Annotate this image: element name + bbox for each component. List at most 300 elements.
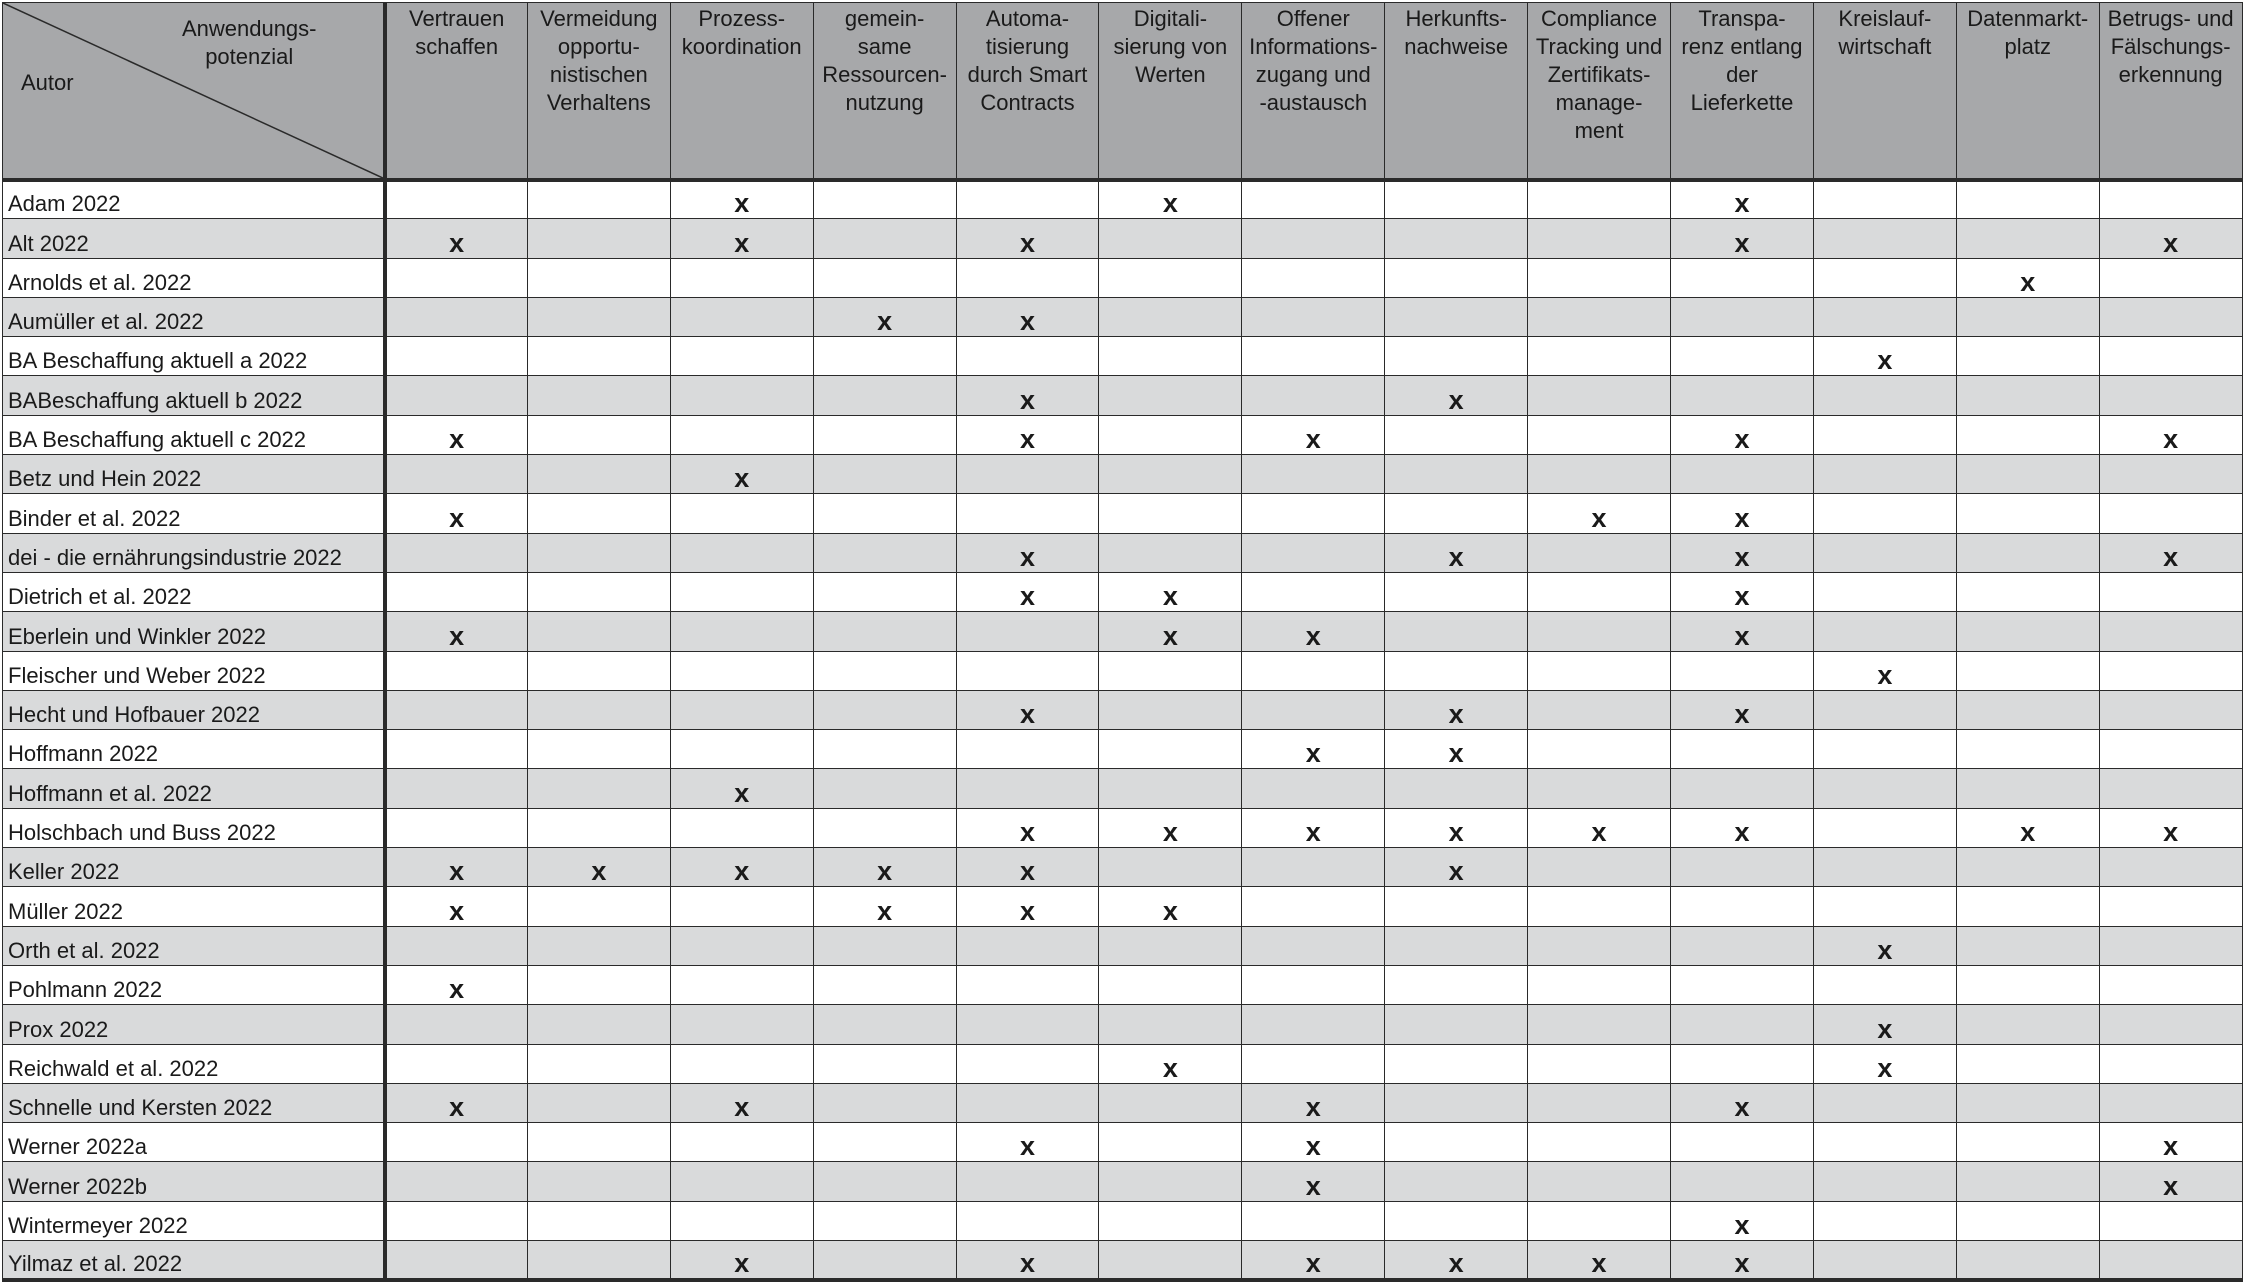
empty-cell bbox=[813, 1123, 956, 1162]
empty-cell bbox=[1671, 926, 1814, 965]
author-cell: Eberlein und Winkler 2022 bbox=[3, 612, 385, 651]
empty-cell bbox=[1528, 730, 1671, 769]
empty-cell bbox=[1956, 297, 2099, 336]
empty-cell bbox=[1242, 455, 1385, 494]
empty-cell bbox=[527, 769, 670, 808]
empty-cell bbox=[670, 1044, 813, 1083]
empty-cell bbox=[1099, 926, 1242, 965]
check-mark-cell: x bbox=[1242, 1162, 1385, 1201]
column-header: Digitali- sierung von Werten bbox=[1099, 3, 1242, 180]
check-mark-cell: x bbox=[385, 887, 528, 926]
check-mark-cell: x bbox=[1671, 690, 1814, 729]
empty-cell bbox=[1099, 455, 1242, 494]
empty-cell bbox=[385, 1044, 528, 1083]
empty-cell bbox=[2099, 572, 2242, 611]
empty-cell bbox=[1242, 651, 1385, 690]
empty-cell bbox=[2099, 1201, 2242, 1240]
check-mark-cell: x bbox=[956, 533, 1099, 572]
table-row bbox=[3, 1044, 2243, 1083]
column-header: Betrugs- und Fälschungs- erkennung bbox=[2099, 3, 2242, 180]
table-row bbox=[3, 848, 2243, 887]
check-mark-cell: x bbox=[1671, 533, 1814, 572]
author-cell: Alt 2022 bbox=[3, 219, 385, 258]
empty-cell bbox=[527, 887, 670, 926]
empty-cell bbox=[385, 808, 528, 847]
author-cell: Hoffmann et al. 2022 bbox=[3, 769, 385, 808]
empty-cell bbox=[1813, 572, 1956, 611]
empty-cell bbox=[670, 1201, 813, 1240]
check-mark-cell: x bbox=[1813, 651, 1956, 690]
check-mark-cell: x bbox=[385, 848, 528, 887]
author-cell: Hoffmann 2022 bbox=[3, 730, 385, 769]
empty-cell bbox=[670, 808, 813, 847]
empty-cell bbox=[385, 337, 528, 376]
empty-cell bbox=[2099, 337, 2242, 376]
empty-cell bbox=[1242, 219, 1385, 258]
empty-cell bbox=[670, 1123, 813, 1162]
empty-cell bbox=[1528, 219, 1671, 258]
check-mark-cell: x bbox=[385, 965, 528, 1004]
corner-row-axis-label: Autor bbox=[21, 70, 74, 95]
check-mark-cell: x bbox=[1671, 415, 1814, 454]
empty-cell bbox=[1813, 219, 1956, 258]
author-application-matrix bbox=[2, 2, 2243, 1282]
empty-cell bbox=[1528, 965, 1671, 1004]
corner-column-axis-label: Anwendungs- potenzial bbox=[181, 16, 317, 69]
empty-cell bbox=[1385, 965, 1528, 1004]
empty-cell bbox=[1528, 690, 1671, 729]
empty-cell bbox=[527, 376, 670, 415]
empty-cell bbox=[1813, 258, 1956, 297]
empty-cell bbox=[1385, 180, 1528, 219]
check-mark-cell: x bbox=[956, 690, 1099, 729]
empty-cell bbox=[1528, 533, 1671, 572]
empty-cell bbox=[1385, 337, 1528, 376]
empty-cell bbox=[385, 926, 528, 965]
empty-cell bbox=[1671, 1005, 1814, 1044]
author-cell: Schnelle und Kersten 2022 bbox=[3, 1083, 385, 1122]
empty-cell bbox=[2099, 1083, 2242, 1122]
empty-cell bbox=[1671, 258, 1814, 297]
empty-cell bbox=[1671, 730, 1814, 769]
empty-cell bbox=[670, 494, 813, 533]
empty-cell bbox=[527, 1044, 670, 1083]
check-mark-cell: x bbox=[385, 415, 528, 454]
author-cell: Werner 2022b bbox=[3, 1162, 385, 1201]
author-cell: Keller 2022 bbox=[3, 848, 385, 887]
check-mark-cell: x bbox=[1385, 808, 1528, 847]
empty-cell bbox=[385, 258, 528, 297]
empty-cell bbox=[2099, 690, 2242, 729]
check-mark-cell: x bbox=[670, 180, 813, 219]
check-mark-cell: x bbox=[1099, 180, 1242, 219]
check-mark-cell: x bbox=[956, 887, 1099, 926]
check-mark-cell: x bbox=[1528, 1241, 1671, 1280]
column-header: Vertrauen schaffen bbox=[385, 3, 528, 180]
empty-cell bbox=[527, 1005, 670, 1044]
empty-cell bbox=[1242, 1044, 1385, 1083]
check-mark-cell: x bbox=[2099, 415, 2242, 454]
check-mark-cell: x bbox=[1671, 572, 1814, 611]
check-mark-cell: x bbox=[1385, 690, 1528, 729]
empty-cell bbox=[813, 1241, 956, 1280]
empty-cell bbox=[670, 415, 813, 454]
empty-cell bbox=[2099, 455, 2242, 494]
empty-cell bbox=[527, 533, 670, 572]
empty-cell bbox=[385, 1005, 528, 1044]
empty-cell bbox=[1956, 376, 2099, 415]
empty-cell bbox=[670, 337, 813, 376]
author-cell: BA Beschaffung aktuell a 2022 bbox=[3, 337, 385, 376]
check-mark-cell: x bbox=[1385, 730, 1528, 769]
empty-cell bbox=[670, 690, 813, 729]
author-cell: Orth et al. 2022 bbox=[3, 926, 385, 965]
table-row bbox=[3, 494, 2243, 533]
empty-cell bbox=[385, 180, 528, 219]
empty-cell bbox=[385, 297, 528, 336]
empty-cell bbox=[1956, 494, 2099, 533]
empty-cell bbox=[1242, 258, 1385, 297]
empty-cell bbox=[813, 337, 956, 376]
check-mark-cell: x bbox=[813, 848, 956, 887]
empty-cell bbox=[1813, 297, 1956, 336]
check-mark-cell: x bbox=[670, 219, 813, 258]
check-mark-cell: x bbox=[1671, 612, 1814, 651]
empty-cell bbox=[1813, 808, 1956, 847]
empty-cell bbox=[385, 651, 528, 690]
table-row bbox=[3, 965, 2243, 1004]
empty-cell bbox=[1385, 887, 1528, 926]
empty-cell bbox=[1813, 1083, 1956, 1122]
empty-cell bbox=[385, 690, 528, 729]
empty-cell bbox=[1242, 180, 1385, 219]
empty-cell bbox=[527, 730, 670, 769]
empty-cell bbox=[813, 180, 956, 219]
author-cell: BABeschaffung aktuell b 2022 bbox=[3, 376, 385, 415]
check-mark-cell: x bbox=[1385, 1241, 1528, 1280]
empty-cell bbox=[527, 965, 670, 1004]
check-mark-cell: x bbox=[956, 808, 1099, 847]
empty-cell bbox=[1528, 1044, 1671, 1083]
empty-cell bbox=[2099, 965, 2242, 1004]
empty-cell bbox=[1813, 494, 1956, 533]
empty-cell bbox=[1528, 848, 1671, 887]
empty-cell bbox=[1528, 258, 1671, 297]
check-mark-cell: x bbox=[1242, 808, 1385, 847]
empty-cell bbox=[2099, 848, 2242, 887]
author-cell: Prox 2022 bbox=[3, 1005, 385, 1044]
empty-cell bbox=[2099, 769, 2242, 808]
check-mark-cell: x bbox=[813, 887, 956, 926]
empty-cell bbox=[527, 1162, 670, 1201]
empty-cell bbox=[1242, 1005, 1385, 1044]
check-mark-cell: x bbox=[1242, 612, 1385, 651]
check-mark-cell: x bbox=[1813, 1005, 1956, 1044]
table-row bbox=[3, 769, 2243, 808]
empty-cell bbox=[813, 219, 956, 258]
empty-cell bbox=[2099, 612, 2242, 651]
matrix-body bbox=[3, 180, 2243, 1280]
check-mark-cell: x bbox=[670, 1241, 813, 1280]
empty-cell bbox=[1813, 730, 1956, 769]
author-cell: Arnolds et al. 2022 bbox=[3, 258, 385, 297]
column-header: Compliance Tracking und Zertifikats- manage- ment bbox=[1528, 3, 1671, 180]
check-mark-cell: x bbox=[1385, 533, 1528, 572]
check-mark-cell: x bbox=[2099, 1123, 2242, 1162]
empty-cell bbox=[813, 769, 956, 808]
empty-cell bbox=[1956, 612, 2099, 651]
empty-cell bbox=[956, 965, 1099, 1004]
empty-cell bbox=[956, 926, 1099, 965]
empty-cell bbox=[1099, 1083, 1242, 1122]
empty-cell bbox=[1671, 965, 1814, 1004]
table-row bbox=[3, 337, 2243, 376]
check-mark-cell: x bbox=[1099, 612, 1242, 651]
empty-cell bbox=[1242, 337, 1385, 376]
empty-cell bbox=[813, 730, 956, 769]
check-mark-cell: x bbox=[1956, 258, 2099, 297]
table-row bbox=[3, 1162, 2243, 1201]
empty-cell bbox=[670, 730, 813, 769]
empty-cell bbox=[1385, 297, 1528, 336]
check-mark-cell: x bbox=[1813, 1044, 1956, 1083]
empty-cell bbox=[1956, 1083, 2099, 1122]
empty-cell bbox=[1956, 415, 2099, 454]
table-row bbox=[3, 1201, 2243, 1240]
empty-cell bbox=[385, 455, 528, 494]
table-row bbox=[3, 1123, 2243, 1162]
empty-cell bbox=[956, 494, 1099, 533]
empty-cell bbox=[1385, 1123, 1528, 1162]
empty-cell bbox=[1528, 612, 1671, 651]
empty-cell bbox=[1813, 1201, 1956, 1240]
empty-cell bbox=[670, 1005, 813, 1044]
empty-cell bbox=[527, 337, 670, 376]
empty-cell bbox=[1099, 1241, 1242, 1280]
empty-cell bbox=[1385, 1162, 1528, 1201]
empty-cell bbox=[670, 572, 813, 611]
empty-cell bbox=[1813, 376, 1956, 415]
empty-cell bbox=[1242, 965, 1385, 1004]
empty-cell bbox=[1099, 533, 1242, 572]
empty-cell bbox=[1385, 415, 1528, 454]
empty-cell bbox=[1242, 848, 1385, 887]
empty-cell bbox=[1813, 415, 1956, 454]
author-cell: Müller 2022 bbox=[3, 887, 385, 926]
empty-cell bbox=[813, 1083, 956, 1122]
column-header: Transpa- renz entlang der Lieferkette bbox=[1671, 3, 1814, 180]
check-mark-cell: x bbox=[956, 219, 1099, 258]
empty-cell bbox=[1813, 612, 1956, 651]
empty-cell bbox=[1956, 572, 2099, 611]
empty-cell bbox=[1385, 1044, 1528, 1083]
check-mark-cell: x bbox=[956, 848, 1099, 887]
check-mark-cell: x bbox=[385, 219, 528, 258]
table-row bbox=[3, 415, 2243, 454]
empty-cell bbox=[1528, 1123, 1671, 1162]
check-mark-cell: x bbox=[1385, 848, 1528, 887]
empty-cell bbox=[385, 533, 528, 572]
empty-cell bbox=[1813, 1123, 1956, 1162]
empty-cell bbox=[1813, 848, 1956, 887]
empty-cell bbox=[1385, 612, 1528, 651]
check-mark-cell: x bbox=[1099, 572, 1242, 611]
column-header: Kreislauf- wirtschaft bbox=[1813, 3, 1956, 180]
empty-cell bbox=[1385, 494, 1528, 533]
empty-cell bbox=[813, 258, 956, 297]
empty-cell bbox=[527, 1241, 670, 1280]
check-mark-cell: x bbox=[1242, 1241, 1385, 1280]
empty-cell bbox=[956, 1083, 1099, 1122]
empty-cell bbox=[1813, 180, 1956, 219]
author-cell: Hecht und Hofbauer 2022 bbox=[3, 690, 385, 729]
empty-cell bbox=[2099, 297, 2242, 336]
empty-cell bbox=[1242, 572, 1385, 611]
empty-cell bbox=[1385, 572, 1528, 611]
empty-cell bbox=[385, 1241, 528, 1280]
author-cell: Fleischer und Weber 2022 bbox=[3, 651, 385, 690]
empty-cell bbox=[1242, 533, 1385, 572]
empty-cell bbox=[1813, 769, 1956, 808]
empty-cell bbox=[670, 376, 813, 415]
empty-cell bbox=[1956, 690, 2099, 729]
empty-cell bbox=[1528, 180, 1671, 219]
empty-cell bbox=[1099, 337, 1242, 376]
empty-cell bbox=[1528, 651, 1671, 690]
empty-cell bbox=[1242, 926, 1385, 965]
check-mark-cell: x bbox=[1671, 1083, 1814, 1122]
empty-cell bbox=[1099, 1123, 1242, 1162]
empty-cell bbox=[813, 1044, 956, 1083]
empty-cell bbox=[1099, 219, 1242, 258]
empty-cell bbox=[1813, 1241, 1956, 1280]
check-mark-cell: x bbox=[1671, 180, 1814, 219]
empty-cell bbox=[813, 455, 956, 494]
empty-cell bbox=[1385, 651, 1528, 690]
author-cell: Aumüller et al. 2022 bbox=[3, 297, 385, 336]
empty-cell bbox=[1099, 1162, 1242, 1201]
empty-cell bbox=[1813, 965, 1956, 1004]
empty-cell bbox=[1099, 769, 1242, 808]
check-mark-cell: x bbox=[670, 848, 813, 887]
table-row bbox=[3, 612, 2243, 651]
empty-cell bbox=[813, 1005, 956, 1044]
author-cell: Werner 2022a bbox=[3, 1123, 385, 1162]
empty-cell bbox=[1242, 1201, 1385, 1240]
check-mark-cell: x bbox=[1813, 926, 1956, 965]
check-mark-cell: x bbox=[1099, 1044, 1242, 1083]
empty-cell bbox=[1528, 1201, 1671, 1240]
check-mark-cell: x bbox=[2099, 808, 2242, 847]
check-mark-cell: x bbox=[2099, 1162, 2242, 1201]
empty-cell bbox=[1099, 730, 1242, 769]
empty-cell bbox=[1671, 1044, 1814, 1083]
table-row bbox=[3, 572, 2243, 611]
empty-cell bbox=[1956, 1241, 2099, 1280]
empty-cell bbox=[1956, 926, 2099, 965]
empty-cell bbox=[813, 415, 956, 454]
empty-cell bbox=[1956, 651, 2099, 690]
empty-cell bbox=[956, 180, 1099, 219]
check-mark-cell: x bbox=[1671, 494, 1814, 533]
table-row bbox=[3, 808, 2243, 847]
empty-cell bbox=[1813, 887, 1956, 926]
check-mark-cell: x bbox=[1671, 808, 1814, 847]
empty-cell bbox=[1956, 769, 2099, 808]
empty-cell bbox=[956, 1044, 1099, 1083]
empty-cell bbox=[527, 180, 670, 219]
check-mark-cell: x bbox=[813, 297, 956, 336]
column-header: Automa- tisierung durch Smart Contracts bbox=[956, 3, 1099, 180]
table-row bbox=[3, 926, 2243, 965]
author-cell: BA Beschaffung aktuell c 2022 bbox=[3, 415, 385, 454]
table-row bbox=[3, 297, 2243, 336]
empty-cell bbox=[2099, 887, 2242, 926]
empty-cell bbox=[1385, 926, 1528, 965]
column-header: Vermeidung opportu- nistischen Verhaltens bbox=[527, 3, 670, 180]
empty-cell bbox=[813, 494, 956, 533]
empty-cell bbox=[385, 769, 528, 808]
empty-cell bbox=[1956, 1005, 2099, 1044]
column-header: Herkunfts- nachweise bbox=[1385, 3, 1528, 180]
empty-cell bbox=[813, 376, 956, 415]
empty-cell bbox=[1099, 965, 1242, 1004]
empty-cell bbox=[1242, 376, 1385, 415]
empty-cell bbox=[956, 1005, 1099, 1044]
empty-cell bbox=[1099, 690, 1242, 729]
check-mark-cell: x bbox=[1242, 1123, 1385, 1162]
empty-cell bbox=[1385, 769, 1528, 808]
check-mark-cell: x bbox=[1671, 1241, 1814, 1280]
empty-cell bbox=[2099, 1241, 2242, 1280]
empty-cell bbox=[385, 376, 528, 415]
empty-cell bbox=[1099, 651, 1242, 690]
empty-cell bbox=[670, 887, 813, 926]
table-row bbox=[3, 180, 2243, 219]
empty-cell bbox=[527, 690, 670, 729]
check-mark-cell: x bbox=[1385, 376, 1528, 415]
corner-header-cell bbox=[3, 3, 385, 180]
check-mark-cell: x bbox=[2099, 219, 2242, 258]
empty-cell bbox=[1385, 1201, 1528, 1240]
empty-cell bbox=[1099, 1201, 1242, 1240]
empty-cell bbox=[956, 455, 1099, 494]
table-row bbox=[3, 219, 2243, 258]
check-mark-cell: x bbox=[956, 415, 1099, 454]
empty-cell bbox=[1671, 1162, 1814, 1201]
empty-cell bbox=[527, 612, 670, 651]
empty-cell bbox=[813, 1201, 956, 1240]
empty-cell bbox=[527, 1123, 670, 1162]
check-mark-cell: x bbox=[670, 1083, 813, 1122]
check-mark-cell: x bbox=[1956, 808, 2099, 847]
empty-cell bbox=[2099, 1044, 2242, 1083]
empty-cell bbox=[1528, 1005, 1671, 1044]
empty-cell bbox=[813, 612, 956, 651]
empty-cell bbox=[1528, 415, 1671, 454]
empty-cell bbox=[1099, 1005, 1242, 1044]
column-header: Prozess- koordination bbox=[670, 3, 813, 180]
empty-cell bbox=[527, 808, 670, 847]
table-row bbox=[3, 730, 2243, 769]
empty-cell bbox=[1671, 1123, 1814, 1162]
empty-cell bbox=[1099, 258, 1242, 297]
header-row bbox=[3, 3, 2243, 180]
author-cell: Dietrich et al. 2022 bbox=[3, 572, 385, 611]
check-mark-cell: x bbox=[1528, 494, 1671, 533]
empty-cell bbox=[1671, 887, 1814, 926]
empty-cell bbox=[2099, 730, 2242, 769]
